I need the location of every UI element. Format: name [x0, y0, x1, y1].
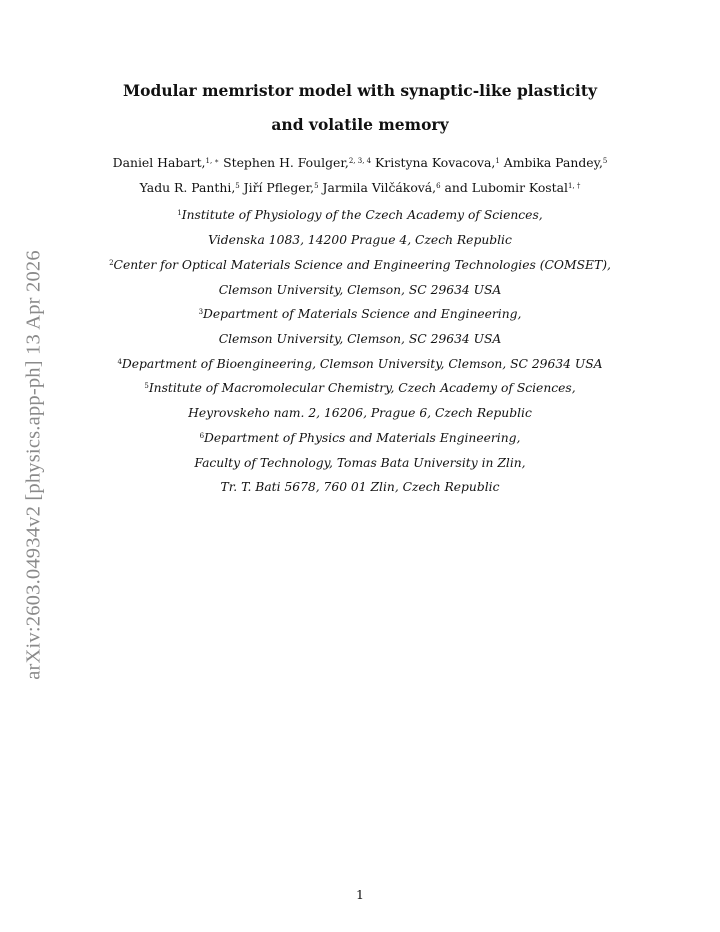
author-affiliation-marker: 6 [436, 182, 441, 191]
affiliation-marker: 6 [199, 432, 205, 441]
author-name: Kristyna Kovacova, [371, 155, 496, 170]
page-number: 1 [356, 887, 364, 902]
paper-title-line-2: and volatile memory [271, 115, 449, 134]
affiliation-text: Institute of Physiology of the Czech Academy of Sciences, [181, 208, 543, 222]
author-name: Ambika Pandey, [499, 155, 603, 170]
affiliation-marker: 4 [117, 358, 122, 367]
affiliation-2-line-2 [0, 283, 720, 297]
affiliation-1-line-1 [0, 208, 720, 222]
affiliation-2-line-1 [0, 258, 720, 272]
author-name: Jiří Pfleger, [239, 180, 315, 195]
affiliation-text: Tr. T. Bati 5678, 760 01 Zlin, Czech Republic [220, 480, 500, 494]
author-line-2 [0, 180, 720, 195]
arxiv-identifier-stamp: arXiv:2603.04934v2 [physics.app-ph] 13 Apr 2026 [22, 250, 45, 680]
paper-title-line-1: Modular memristor model with synaptic-like plasticity [123, 81, 597, 100]
author-name: Daniel Habart, [112, 155, 206, 170]
affiliation-marker: 1 [177, 209, 182, 218]
author-affiliation-marker: 1, † [568, 182, 581, 191]
author-affiliation-marker: 1 [495, 157, 500, 166]
author-affiliation-marker: 2, 3, 4 [348, 157, 372, 166]
author-affiliation-marker: 5 [602, 157, 608, 166]
affiliation-6-line-1 [0, 431, 720, 445]
affiliation-text: Clemson University, Clemson, SC 29634 USA [218, 283, 502, 297]
author-name: Yadu R. Panthi, [139, 180, 236, 195]
affiliation-text: Heyrovskeho nam. 2, 16206, Prague 6, Czech Republic [188, 406, 532, 420]
affiliation-3-line-2 [0, 332, 720, 346]
author-affiliation-marker: 5 [235, 182, 240, 191]
affiliation-marker: 2 [109, 259, 114, 268]
author-name: and Lubomir Kostal [440, 180, 568, 195]
affiliation-1-line-2 [0, 233, 720, 247]
affiliation-marker: 3 [198, 308, 204, 317]
affiliation-marker: 5 [144, 382, 149, 391]
author-affiliation-marker: 1, ∗ [205, 157, 220, 166]
affiliation-text: Center for Optical Materials Science and Engineering Technologies (COMSET), [113, 258, 611, 272]
author-name: Jarmila Vilčáková, [318, 180, 437, 195]
affiliation-4-line-1 [0, 357, 720, 371]
affiliation-text: Department of Physics and Materials Engineering, [204, 431, 521, 445]
affiliation-text: Department of Bioengineering, Clemson University, Clemson, SC 29634 USA [121, 357, 603, 371]
affiliation-3-line-1 [0, 307, 720, 321]
author-name: Stephen H. Foulger, [219, 155, 349, 170]
affiliation-text: Department of Materials Science and Engineering, [203, 307, 522, 321]
affiliation-6-line-2 [0, 456, 720, 470]
affiliation-5-line-2 [0, 406, 720, 420]
affiliation-6-line-3 [0, 480, 720, 494]
affiliation-text: Institute of Macromolecular Chemistry, Czech Academy of Sciences, [148, 381, 576, 395]
affiliation-text: Faculty of Technology, Tomas Bata University in Zlin, [194, 456, 526, 470]
affiliation-5-line-1 [0, 381, 720, 395]
affiliation-text: Clemson University, Clemson, SC 29634 USA [218, 332, 502, 346]
affiliation-text: Videnska 1083, 14200 Prague 4, Czech Republic [208, 233, 512, 247]
author-affiliation-marker: 5 [314, 182, 319, 191]
author-line-1 [0, 155, 720, 170]
